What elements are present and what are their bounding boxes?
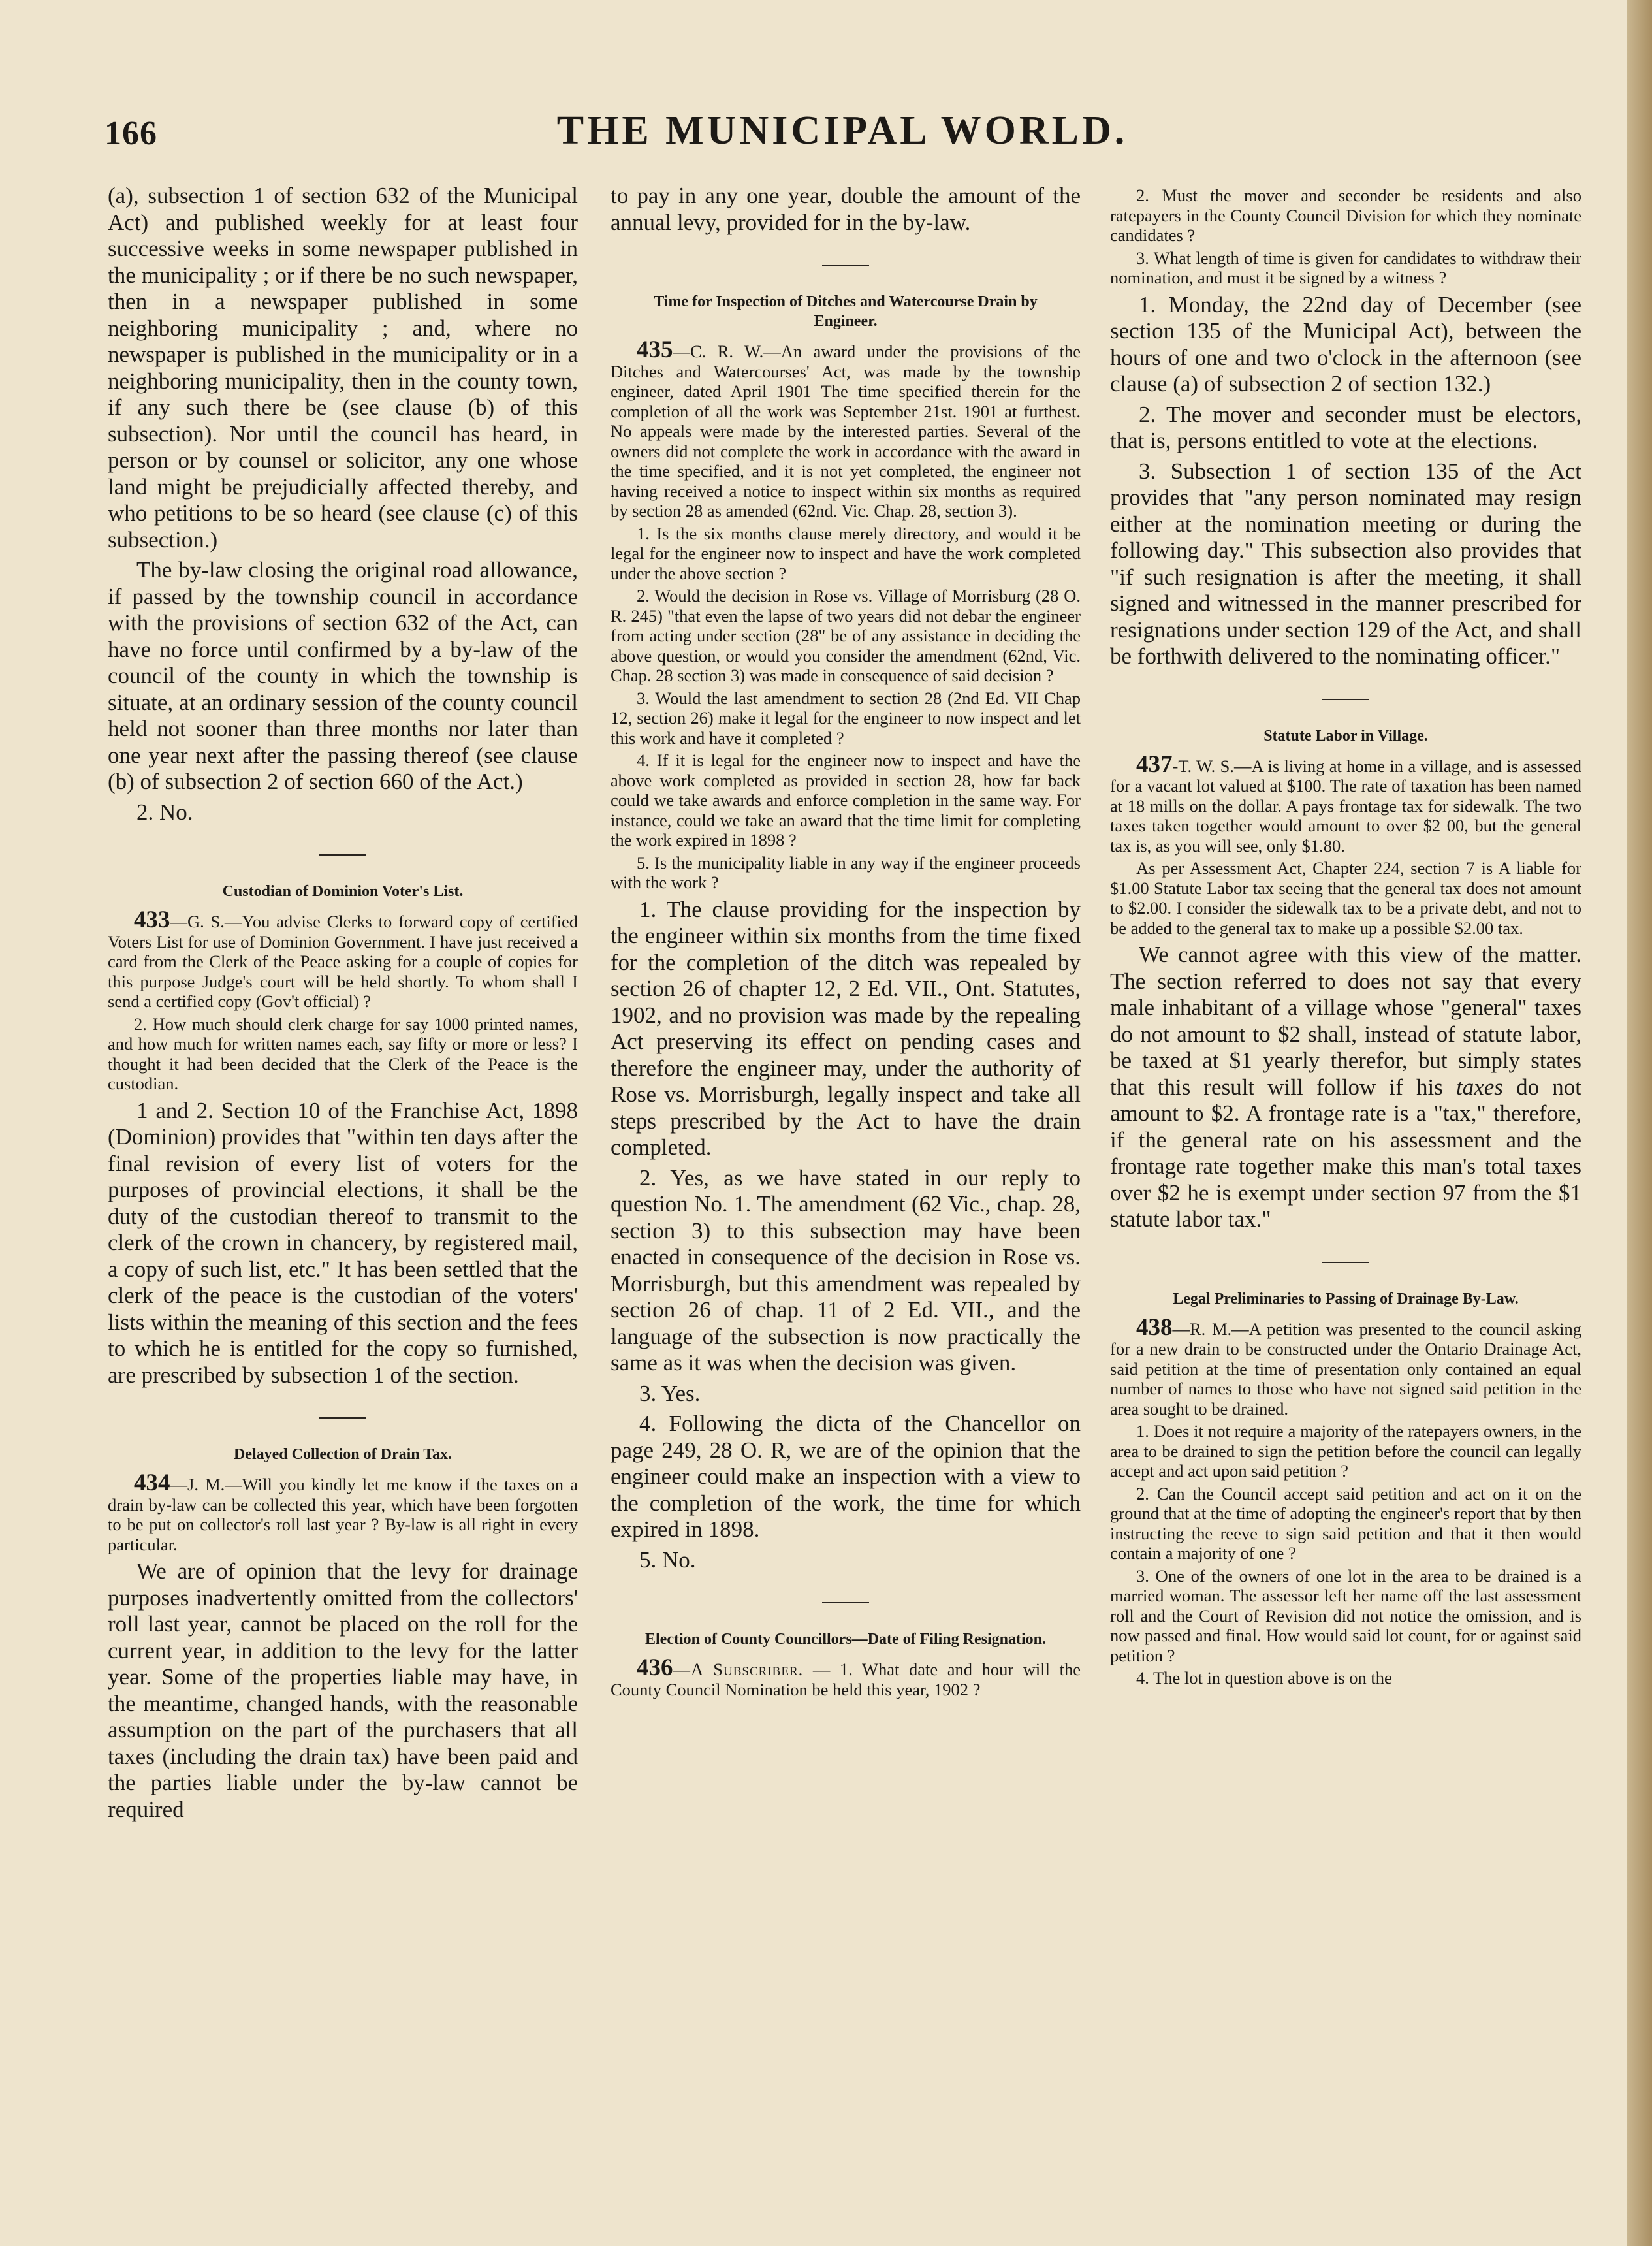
question-item: 3. Would the last amendment to section 28 (2nd Ed. VII Chap 12, section 26) make it legal for the engineer to now inspect and let this work and have it completed ? xyxy=(611,688,1081,748)
column-1 xyxy=(108,183,578,2221)
page-number: 166 xyxy=(104,115,157,152)
answer-item: 2. No. xyxy=(136,799,193,825)
publication-title: THE MUNICIPAL WORLD. xyxy=(556,108,1128,153)
question-item: 3. What length of time is given for candidates to withdraw their nomination, and must it be signed by a witness ? xyxy=(1110,248,1581,287)
emphasis-text: taxes xyxy=(1456,1074,1503,1100)
paragraph: The by-law closing the original road allowance, if passed by the township council in accordance with the provisions of section 632 of the Act, can have no force until confirmed by a by-law of the council of the county in which the township is situate, at an ordinary session of the county council held not sooner than three months nor later than one year next after the passing thereof (see clause (b) of subsection 2 of section 660 of the Act.) xyxy=(108,557,578,794)
answer-text: do not amount to $2. A frontage rate is a "tax," therefore, if the general rate on his assessment and the frontage rate together make this man's total taxes over $2 he is exempt under section 97 from the $1 statute labor tax." xyxy=(1110,1074,1581,1232)
section-heading: Statute Labor in Village. xyxy=(1263,727,1428,745)
question-text: —R. M.—A petition was presented to the council asking for a new drain to be constructed under the Ontario Drainage Act, said petition at the time of presentation only contained an equal number of names to those who have not signed said petition in the area sought to be drained. xyxy=(1110,1319,1581,1419)
answer-paragraph: 3. Subsection 1 of section 135 of the Act provides that "any person nominated may resign either at the nomination meeting or during the following day." This subsection also provides that "if such resignation is after the meeting, it shall signed and witnessed in the manner prescribed for resignations under section 129 of the Act, and shall be forthwith delivered to the nominating officer." xyxy=(1110,458,1581,669)
question-number: 434 xyxy=(134,1469,170,1496)
question-item: 3. One of the owners of one lot in the area to be drained is a married woman. The assessor left her name off the last assessment roll and the Court of Revision did not notice the omission, and is now passed and final. How would said lot count, for or against said petition ? xyxy=(1110,1565,1581,1665)
question-number: 435 xyxy=(637,336,673,363)
question-435 xyxy=(611,336,1081,521)
question-text: -T. W. S.—A is living at home in a village, and is assessed for a vacant lot valued at $100. The rate of taxation has been named at 18 mills on the dollar. A pays frontage tax for sidewalk. The two taxes taken together would amount to over $2 00, but the general tax is, as you will see, only $1.80. xyxy=(1110,756,1581,856)
section-divider xyxy=(319,854,366,856)
question-text: — 1. What date and hour will the County Council Nomination be held this year, 1902 ? xyxy=(611,1660,1081,1699)
question-number: 437 xyxy=(1136,750,1173,778)
answer-paragraph: 1. The clause providing for the inspection by the engineer within six months from the time fixed for the completion of the ditch was repealed by section 26 of chapter 12, 2 Ed. VII., Ont. Statutes, 1902, and no provision was made by the repealing Act preserving its effect on pending cases and therefore the engineer may, under the authority of Rose vs. Morrisburgh, legally inspect and take all steps prescribed by the Act to have the drain completed. xyxy=(611,896,1081,1160)
section-divider xyxy=(1322,1262,1369,1263)
section-divider xyxy=(822,1602,869,1603)
question-text: —C. R. W.—An award under the provisions of the Ditches and Watercourses' Act, was made by the township engineer, dated April 1901 The time specified therein for the completion of all the work was September 21st. 1901 at furthest. No appeals were made by the interested parties. Several of the owners did not complete the work in accordance with the award in the time specified, and it is not yet completed, the engineer not having received a notice to inspect within six months as required by section 28 as amended (62nd. Vic. Chap. 28, section 3). xyxy=(611,342,1081,521)
question-item: 5. Is the municipality liable in any way if the engineer proceeds with the work ? xyxy=(611,852,1081,892)
question-item: 2. How much should clerk charge for say 1000 printed names, and how much for written names each, say fifty or more or less? I thought it had been decided that the Clerk of the Peace is the custodian. xyxy=(108,1014,578,1093)
question-item: 2. Must the mover and seconder be residents and also ratepayers in the County Council Division for which they nominate candidates ? xyxy=(1110,185,1581,245)
question-number: 436 xyxy=(637,1654,673,1681)
question-436 xyxy=(611,1654,1081,1699)
question-item: 1. Does it not require a majority of the ratepayers owners, in the area to be drained to sign the petition before the council can legally accept and act upon said petition ? xyxy=(1110,1421,1581,1481)
answer-paragraph: We are of opinion that the levy for drainage purposes inadvertently omitted from the collectors' roll last year, cannot be placed on the roll for the current year, in addition to the levy for the latter year. Some of the properties liable may have, in the meantime, changed hands, with the reasonable assumption on the part of the purchasers that all taxes (including the drain tax) have been paid and the parties liable under the by-law cannot be required xyxy=(108,1558,578,1822)
answer-paragraph: 2. The mover and seconder must be electors, that is, persons entitled to vote at the elections. xyxy=(1110,401,1581,453)
column-3 xyxy=(1110,183,1581,2221)
question-sender: —A Subscriber. xyxy=(673,1660,804,1679)
column-2 xyxy=(611,183,1081,2221)
page-edge-shadow xyxy=(1627,0,1652,2246)
page-header xyxy=(104,108,1580,167)
question-438 xyxy=(1110,1313,1581,1419)
answer-paragraph: 4. Following the dicta of the Chancellor on page 249, 28 O. R, we are of the opinion that the engineer could make an inspection with a view to the completion of the work, the time for which expired in 1898. xyxy=(611,1411,1081,1542)
question-437 xyxy=(1110,750,1581,856)
question-text: —G. S.—You advise Clerks to forward copy of certified Voters List for use of Dominion Government. I have just received a card from the Clerk of the Peace asking for a couple of copies for this purpose Judge's court will be held shortly. To whom shall I send a certified copy (Gov't official) ? xyxy=(108,912,578,1011)
section-heading: Election of County Councillors—Date of Filing Resignation. xyxy=(644,1631,1046,1648)
section-divider xyxy=(822,265,869,266)
paragraph: (a), subsection 1 of section 632 of the Municipal Act) and published weekly for at least four successive weeks in some newspaper published in the municipality ; or if there be no such newspaper, then in a newspaper published in some neighboring municipality ; and, where no newspaper is published in the municipality or in a neighboring municipality, then in the county town, if any such there be (see clause (b) of this subsection). Nor until the council has heard, in person or by counsel or solicitor, any one whose land might be prejudicially affected thereby, and who petitions to be so heard (see clause (c) of this subsection.) xyxy=(108,183,578,553)
question-number: 433 xyxy=(134,906,170,933)
question-text: —J. M.—Will you kindly let me know if the taxes on a drain by-law can be collected this year, which have been forgotten to be put on collector's roll last year ? By-law is all right in every particular. xyxy=(108,1475,578,1554)
section-heading: Legal Preliminaries to Passing of Drainage By-Law. xyxy=(1173,1290,1519,1307)
paragraph: to pay in any one year, double the amount of the annual levy, provided for in the by-law. xyxy=(611,183,1081,235)
question-434 xyxy=(108,1469,578,1554)
answer-paragraph: 2. Yes, as we have stated in our reply to question No. 1. The amendment (62 Vic., chap. 28, section 3) to this subsection may have been enacted in consequence of the decision in Rose vs. Morrisburgh, but this amendment was repealed by section 26 of chap. 11 of 2 Ed. VII., and the language of the subsection is now practically the same as it was when the decision was given. xyxy=(611,1164,1081,1375)
answer-item: 5. No. xyxy=(639,1547,696,1573)
section-heading: Custodian of Dominion Voter's List. xyxy=(222,883,464,900)
section-divider xyxy=(319,1417,366,1419)
section-divider xyxy=(1322,699,1369,700)
section-heading: Time for Inspection of Ditches and Watercourse Drain by Engineer. xyxy=(654,293,1038,330)
question-item: 4. The lot in question above is on the xyxy=(1136,1668,1392,1688)
question-item: 2. Would the decision in Rose vs. Village of Morrisburg (28 O. R. 245) "that even the lapse of two years did not debar the engineer from acting under section (28" be of any assistance in deciding the above question, or would you consider the amendment (62nd, Vic. Chap. 28 section 3) was made in consequence of said decision ? xyxy=(611,586,1081,685)
question-item: As per Assessment Act, Chapter 224, section 7 is A liable for $1.00 Statute Labor tax seeing that the general tax does not amount to $2.00. I consider the sidewalk tax to be a private debt, and not to be added to the general tax to make up a possible $2.00 tax. xyxy=(1110,858,1581,938)
question-item: 2. Can the Council accept said petition and act on it on the ground that at the time of adopting the engineer's report that by then instructing the reeve to sign said petition and that it then would contain a majority of one ? xyxy=(1110,1483,1581,1563)
question-433 xyxy=(108,906,578,1012)
section-heading: Delayed Collection of Drain Tax. xyxy=(234,1446,452,1463)
question-item: 4. If it is legal for the engineer now to inspect and have the above work completed as provided in section 28, how far back could we take awards and enforce completion in the same way. For instance, could we take an award that the time limit for completing the work expired in 1898 ? xyxy=(611,750,1081,850)
question-item: 1. Is the six months clause merely directory, and would it be legal for the engineer now to inspect and have the work completed under the above section ? xyxy=(611,523,1081,583)
answer-item: 3. Yes. xyxy=(639,1380,701,1406)
question-number: 438 xyxy=(1136,1313,1173,1341)
answer-paragraph: 1. Monday, the 22nd day of December (see section 135 of the Municipal Act), between the hours of one and two o'clock in the afternoon (see clause (a) of subsection 2 of section 132.) xyxy=(1110,291,1581,396)
answer-paragraph: 1 and 2. Section 10 of the Franchise Act, 1898 (Dominion) provides that "within ten days after the final revision of every list of voters for the purposes of provincial elections, it shall be the duty of the custodian thereof to transmit to the clerk of the crown in chancery, by registered mail, a copy of such list, etc." It has been settled that the clerk of the peace is the custodian of the voters' lists within the meaning of this section and the fees to which he is entitled for the copy so furnished, are prescribed by subsection 1 of the section. xyxy=(108,1097,578,1388)
answer-text: We cannot agree with this view of the matter. The section referred to does not say that every male inhabitant of a village whose "general" taxes do not amount to $2 shall, instead of statute labor, be taxed at $1 yearly therefor, but simply states that this result will follow if his xyxy=(1110,942,1581,1100)
answer-paragraph xyxy=(1110,942,1581,1233)
